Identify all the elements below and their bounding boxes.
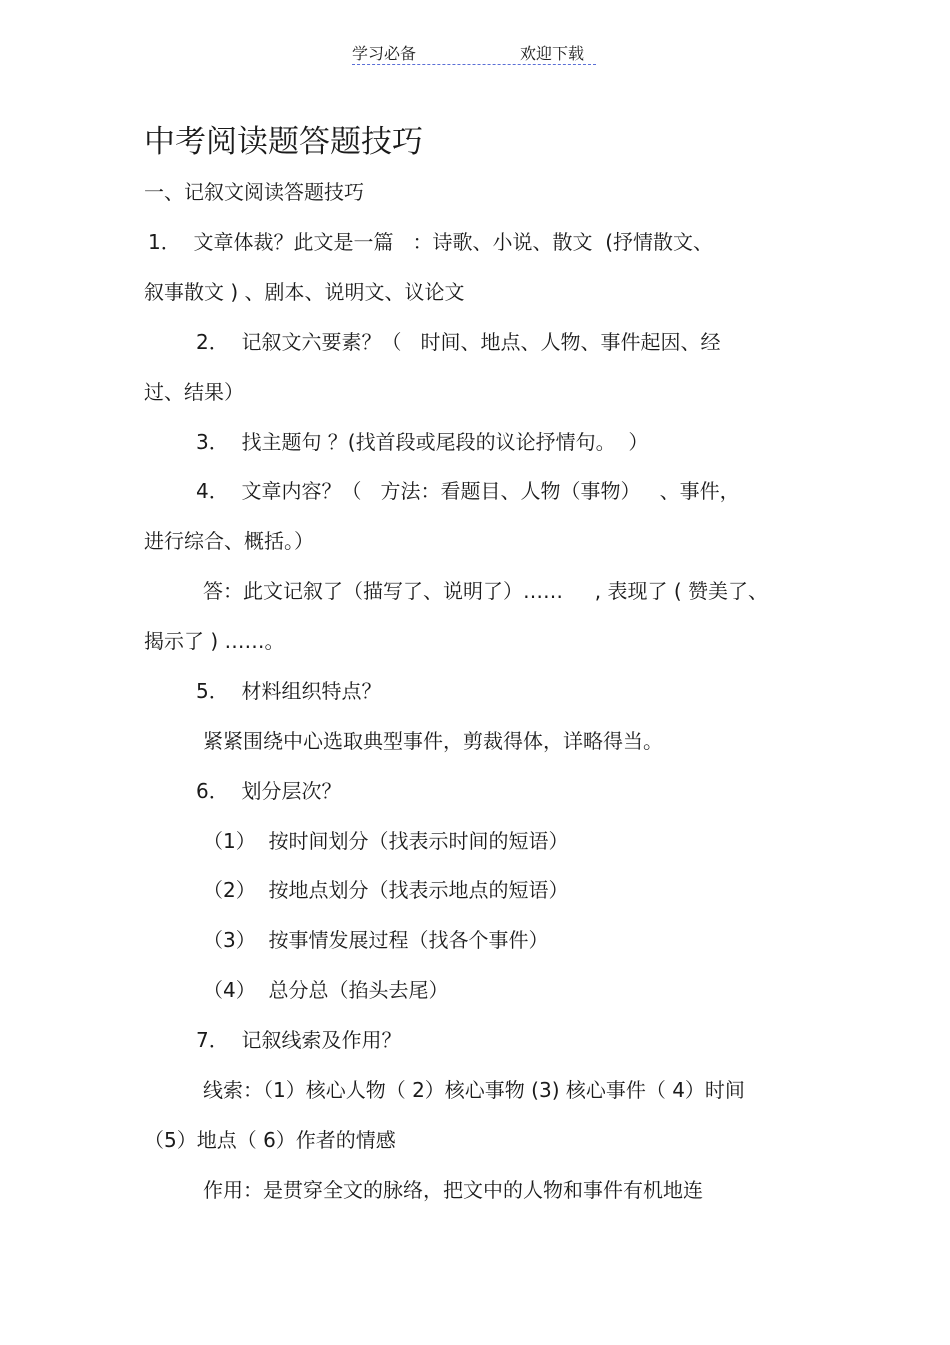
paragraph-line: 过、结果） [144, 380, 244, 404]
paragraph-line: 5． 材料组织特点？ [196, 679, 382, 703]
paragraph-line: 答：此文记叙了（描写了、说明了）…… , 表现了 ( 赞美了、 [203, 579, 769, 603]
header-right-text: 欢迎下载 [520, 44, 585, 63]
paragraph-line: 7． 记叙线索及作用？ [196, 1028, 402, 1052]
paragraph-line: 作用：是贯穿全文的脉络，把文中的人物和事件有机地连 [203, 1178, 703, 1202]
list-item: （2） 按地点划分（找表示地点的短语） [203, 878, 569, 902]
header-left-text: 学习必备 [352, 44, 417, 63]
paragraph-line: 叙事散文 ) 、剧本、说明文、议论文 [144, 280, 465, 304]
paragraph-line: 6． 划分层次？ [196, 779, 342, 803]
list-item: （3） 按事情发展过程（找各个事件） [203, 928, 549, 952]
section-heading: 一、记叙文阅读答题技巧 [144, 180, 364, 204]
paragraph-line: 3． 找主题句 ？(找首段或尾段的议论抒情句。 ） [196, 430, 649, 454]
list-item: （1） 按时间划分（找表示时间的短语） [203, 829, 569, 853]
paragraph-line: （5）地点（ 6）作者的情感 [144, 1128, 396, 1152]
paragraph-line: 进行综合、概括。） [144, 529, 314, 553]
paragraph-line: 揭示了 ) ……。 [144, 629, 285, 653]
paragraph-line: 2． 记叙文六要素？（ 时间、地点、人物、事件起因、经 [196, 330, 721, 354]
paragraph-line: 线索：（1）核心人物（ 2）核心事物 (3) 核心事件（ 4）时间 [203, 1078, 745, 1102]
paragraph-line: 紧紧围绕中心选取典型事件，剪裁得体，详略得当。 [203, 729, 663, 753]
document-title: 中考阅读题答题技巧 [144, 124, 423, 160]
paragraph-line: 1． 文章体裁？此文是一篇 ：诗歌、小说、散文 (抒情散文、 [148, 230, 714, 254]
list-item: （4） 总分总（掐头去尾） [203, 978, 449, 1002]
paragraph-line: 4． 文章内容？（ 方法：看题目、人物（事物） 、事件， [196, 479, 740, 503]
page-header [352, 40, 596, 65]
